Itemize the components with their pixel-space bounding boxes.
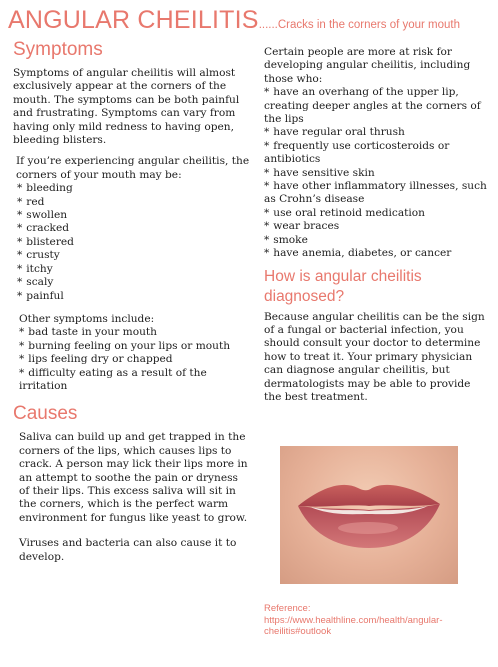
symptoms-intro: Symptoms of angular cheilitis will almost exclusively appear at the corners of the mouth. The symptoms can be both painful and frustrating. Symptoms can vary from having only mild redness to having open, bleeding blisters. xyxy=(13,67,240,147)
list-item: * frequently use corticosteroids or antibiotics xyxy=(264,139,450,166)
symptoms-list-intro: If you’re experiencing angular cheilitis, the corners of your mouth may be: xyxy=(16,155,250,181)
list-item: * use oral retinoid medication xyxy=(264,206,426,219)
left-column xyxy=(13,39,251,572)
reference-block xyxy=(264,603,484,638)
causes-paragraph-2: Viruses and bacteria can also cause it to develop. xyxy=(19,537,237,563)
list-item: * crusty xyxy=(17,249,60,262)
page-subtitle: ......Cracks in the corners of your mouth xyxy=(258,19,461,31)
risk-list xyxy=(264,86,490,260)
other-symptoms-list xyxy=(13,326,251,393)
diagnosis-text: Because angular cheilitis can be the sign of a fungal or bacterial infection, you should consult your doctor to determine how to treat it. Your primary physician can diagnose angular cheilitis, but dermatologists may be able to provide the best treatment. xyxy=(264,310,485,403)
list-item: * have anemia, diabetes, or cancer xyxy=(264,247,452,260)
right-column xyxy=(264,46,490,412)
symptoms-heading: Symptoms xyxy=(13,39,103,60)
list-item: * cracked xyxy=(17,222,70,235)
list-item: * lips feeling dry or chapped xyxy=(19,353,173,366)
list-item: * scaly xyxy=(17,276,54,289)
reference-link[interactable]: https://www.healthline.com/health/angular-cheilitis#outlook xyxy=(264,614,443,637)
list-item: * blistered xyxy=(17,235,74,248)
lips-illustration xyxy=(280,446,458,584)
list-item: * bleeding xyxy=(17,182,73,195)
list-item: * burning feeling on your lips or mouth xyxy=(19,339,231,352)
list-item: * have an overhang of the upper lip, creating deeper angles at the corners of the lips xyxy=(264,86,481,126)
symptoms-list xyxy=(13,182,251,303)
causes-heading: Causes xyxy=(13,403,78,425)
causes-paragraph-1: Saliva can build up and get trapped in the corners of the lips, which causes lips to crack. A person may lick their lips more in an attempt to soothe the pain or dryness of their lips. This excess saliva will sit in the corners, which is the perfect warm environment for fungus like yeast to grow. xyxy=(19,431,248,524)
list-item: * itchy xyxy=(17,262,53,275)
page-title: ANGULAR CHEILITIS xyxy=(8,6,259,34)
list-item: * red xyxy=(17,195,45,208)
list-item: * bad taste in your mouth xyxy=(19,326,157,339)
lips-photo-icon xyxy=(280,446,458,584)
diagnosis-heading: How is angular cheilitis diagnosed? xyxy=(264,267,422,305)
list-item: * have regular oral thrush xyxy=(264,126,405,139)
risk-intro: Certain people are more at risk for developing angular cheilitis, including those who: xyxy=(264,46,471,85)
list-item: * difficulty eating as a result of the irritation xyxy=(19,366,207,392)
list-item: * swollen xyxy=(17,209,68,222)
list-item: * have sensitive skin xyxy=(264,166,375,179)
list-item: * wear braces xyxy=(264,220,340,233)
list-item: * painful xyxy=(17,289,64,302)
list-item: * smoke xyxy=(264,233,308,246)
poster-header xyxy=(8,6,494,35)
other-symptoms-intro: Other symptoms include: xyxy=(19,312,155,325)
list-item: * have other inflammatory illnesses, such as Crohn’s disease xyxy=(264,180,487,206)
reference-label: Reference: xyxy=(264,603,311,614)
